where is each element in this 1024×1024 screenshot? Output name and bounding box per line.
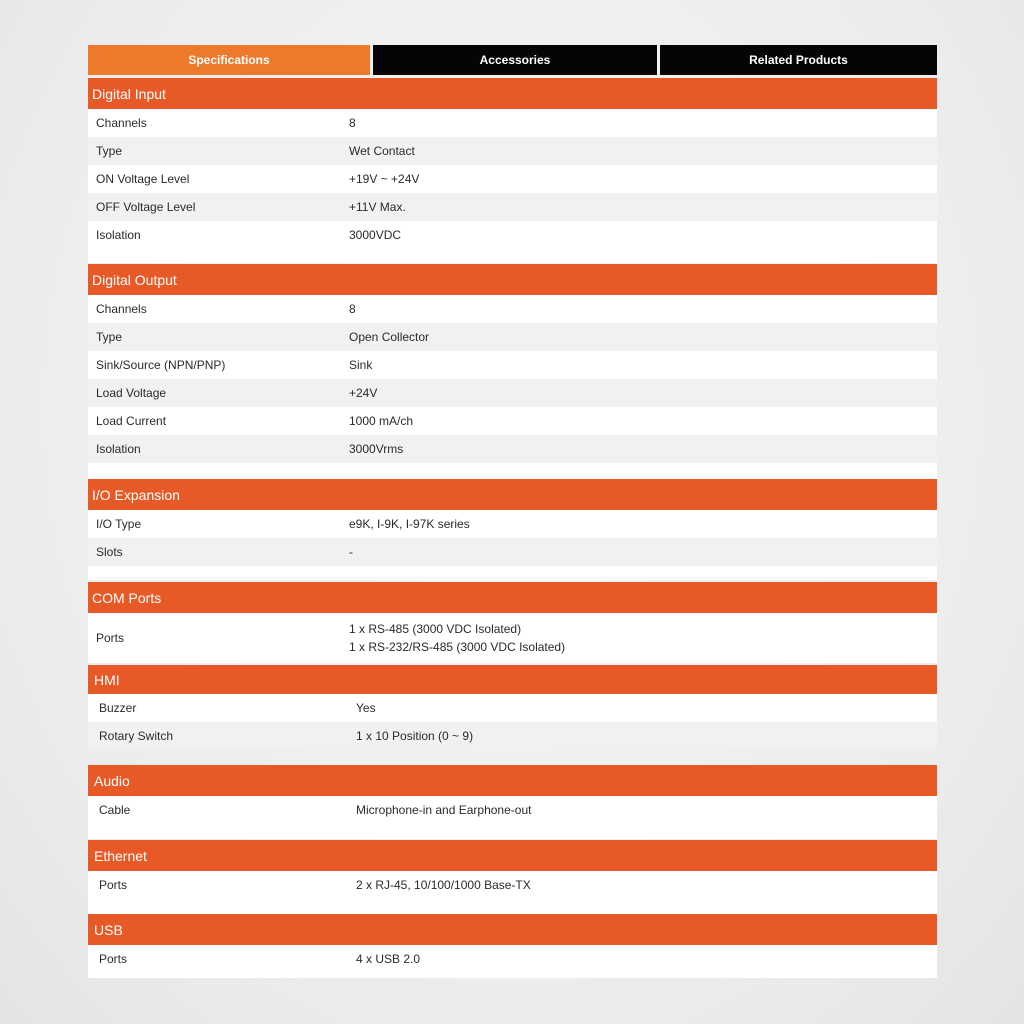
section-title: USB xyxy=(88,914,937,945)
spec-row xyxy=(88,137,937,165)
section-ethernet xyxy=(88,840,937,914)
section-hmi xyxy=(88,665,937,749)
section-body xyxy=(88,694,937,749)
spec-row xyxy=(88,351,937,379)
spec-row xyxy=(88,323,937,351)
section-title: Digital Input xyxy=(88,78,937,109)
spec-label: Ports xyxy=(99,952,128,966)
spec-value xyxy=(349,620,937,656)
spec-value: 3000Vrms xyxy=(349,442,404,456)
spec-row xyxy=(88,722,937,749)
spec-label: OFF Voltage Level xyxy=(96,200,196,214)
spec-row xyxy=(88,613,937,663)
spec-value: +24V xyxy=(349,386,378,400)
section-io-expansion xyxy=(88,479,937,580)
spec-row xyxy=(88,694,937,722)
spec-value: Sink xyxy=(349,358,373,372)
spec-row xyxy=(88,871,937,899)
spec-value: +11V Max. xyxy=(349,200,406,214)
spec-value: Yes xyxy=(356,701,376,715)
spec-value: 3000VDC xyxy=(349,228,402,242)
spec-label: Rotary Switch xyxy=(99,728,174,743)
spec-label: Isolation xyxy=(96,442,141,456)
spec-row xyxy=(88,945,937,973)
spec-row xyxy=(88,796,937,824)
spec-label: Type xyxy=(96,330,123,344)
spec-value: 4 x USB 2.0 xyxy=(356,952,421,966)
spec-value: 1000 mA/ch xyxy=(349,414,414,428)
spec-value: Microphone-in and Earphone-out xyxy=(356,803,532,817)
section-body xyxy=(88,510,937,580)
spec-value-line: 1 x RS-232/RS-485 (3000 VDC Isolated) xyxy=(349,640,566,654)
section-body xyxy=(88,109,937,263)
spec-label: Buzzer xyxy=(99,701,137,715)
spec-row xyxy=(88,295,937,323)
section-body xyxy=(88,871,937,914)
spec-value: 8 xyxy=(349,302,356,316)
spec-value: Wet Contact xyxy=(349,144,415,158)
spec-label: Type xyxy=(96,144,123,158)
section-digital-input xyxy=(88,78,937,263)
spec-row xyxy=(88,221,937,249)
section-body xyxy=(88,796,937,839)
tab-specifications[interactable]: Specifications xyxy=(88,45,370,75)
section-title: Digital Output xyxy=(88,264,937,295)
tab-accessories[interactable]: Accessories xyxy=(373,45,657,75)
spec-value: 8 xyxy=(349,116,356,130)
section-body xyxy=(88,295,937,479)
tab-related-products[interactable]: Related Products xyxy=(660,45,937,75)
section-title: COM Ports xyxy=(88,582,937,613)
section-digital-output xyxy=(88,264,937,479)
spec-label: Cable xyxy=(99,803,131,817)
spec-value: e9K, I-9K, I-97K series xyxy=(349,517,470,531)
spec-row xyxy=(88,109,937,137)
spec-value-line: 1 x RS-485 (3000 VDC Isolated) xyxy=(349,622,522,636)
spec-label: Load Current xyxy=(96,414,167,428)
spec-label: ON Voltage Level xyxy=(96,172,190,186)
section-usb xyxy=(88,914,937,978)
spec-row xyxy=(88,193,937,221)
section-title: HMI xyxy=(88,665,937,694)
spec-value: 2 x RJ-45, 10/100/1000 Base-TX xyxy=(356,878,531,892)
spec-label: Isolation xyxy=(96,228,141,242)
section-body xyxy=(88,613,937,663)
spec-row xyxy=(88,435,937,463)
spec-label: Load Voltage xyxy=(96,386,167,400)
spec-row xyxy=(88,165,937,193)
spec-label: I/O Type xyxy=(96,517,142,531)
section-title: Ethernet xyxy=(88,840,937,871)
spec-label: Ports xyxy=(99,878,128,892)
spec-row xyxy=(88,510,937,538)
section-title: I/O Expansion xyxy=(88,479,937,510)
spec-label: Slots xyxy=(96,545,123,559)
spec-row xyxy=(88,538,937,566)
spec-label: Channels xyxy=(96,116,147,130)
spec-row xyxy=(88,379,937,407)
spec-label: Sink/Source (NPN/PNP) xyxy=(96,358,226,372)
spec-value: 1 x 10 Position (0 ~ 9) xyxy=(356,728,474,743)
spec-value: Open Collector xyxy=(349,330,430,344)
spec-value: - xyxy=(349,545,353,559)
spec-label: Ports xyxy=(96,631,125,645)
section-body xyxy=(88,945,937,978)
spec-panel xyxy=(88,45,937,966)
spec-value: +19V ~ +24V xyxy=(349,172,420,186)
spec-label: Channels xyxy=(96,302,147,316)
section-com-ports xyxy=(88,582,937,663)
section-title: Audio xyxy=(88,765,937,796)
tab-bar xyxy=(88,45,937,75)
section-audio xyxy=(88,765,937,839)
spec-row xyxy=(88,407,937,435)
